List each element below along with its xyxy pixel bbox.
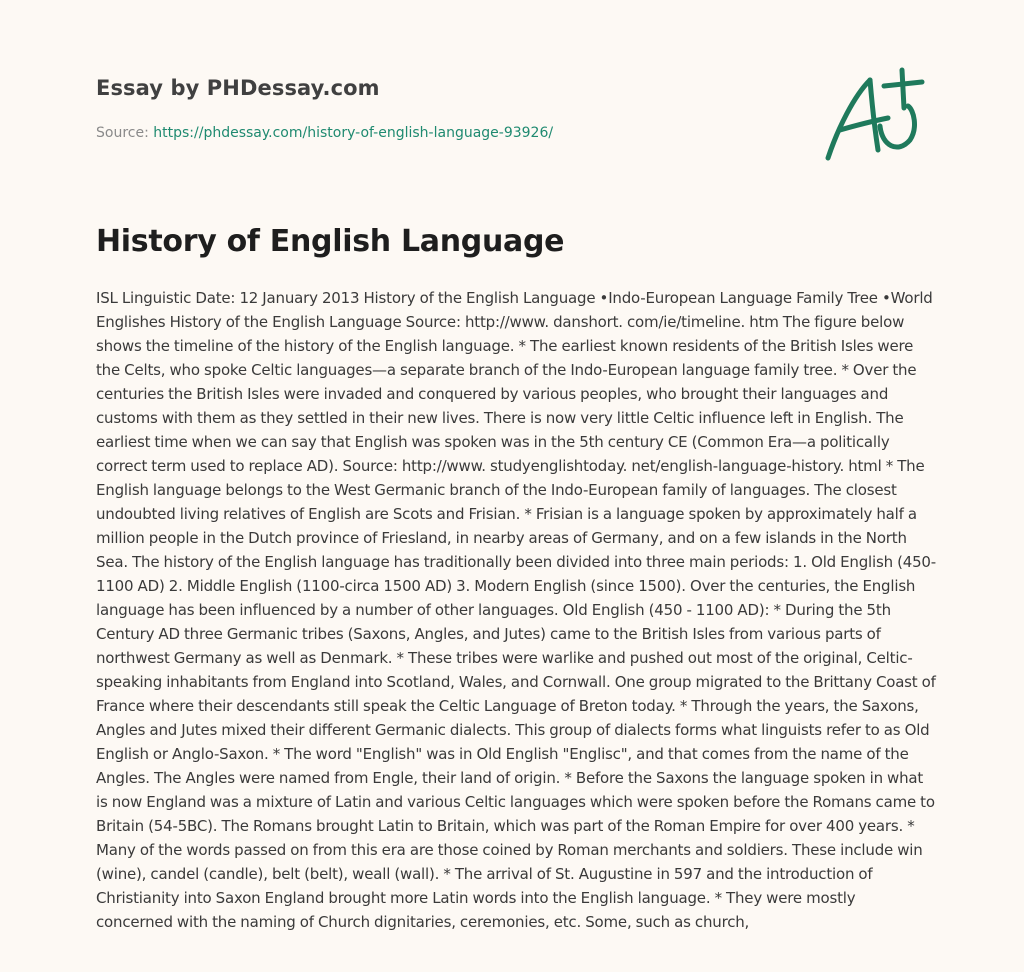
- a-plus-grade-icon: [818, 66, 930, 166]
- site-title: Essay by PHDessay.com: [96, 76, 380, 100]
- document-title: History of English Language: [96, 224, 565, 259]
- source-link[interactable]: https://phdessay.com/history-of-english-language-93926/: [153, 125, 554, 141]
- source-line: [96, 125, 553, 141]
- document-body: ISL Linguistic Date: 12 January 2013 History of the English Language •Indo-European Language Family Tree •World Englishes History of the English Language Source: http://www. danshort. com/ie/timeline. htm The figure below shows the timeline of the history of the English language. * The earliest known residents of the British Isles were the Celts, who spoke Celtic languages—a separate branch of the Indo-European language family tree. * Over the centuries the British Isles were invaded and conquered by various peoples, who brought their languages and customs with them as they settled in their new lives. There is now very little Celtic influence left in English. The earliest time when we can say that English was spoken was in the 5th century CE (Common Era—a politically correct term used to replace AD). Source: http://www. studyenglishtoday. net/english-language-history. html * The English language belongs to the West Germanic branch of the Indo-European family of languages. The closest undoubted living relatives of English are Scots and Frisian. * Frisian is a language spoken by approximately half a million people in the Dutch province of Friesland, in nearby areas of Germany, and on a few islands in the North Sea. The history of the English language has traditionally been divided into three main periods: 1. Old English (450-1100 AD) 2. Middle English (1100-circa 1500 AD) 3. Modern English (since 1500). Over the centuries, the English language has been influenced by a number of other languages. Old English (450 - 1100 AD): * During the 5th Century AD three Germanic tribes (Saxons, Angles, and Jutes) came to the British Isles from various parts of northwest Germany as well as Denmark. * These tribes were warlike and pushed out most of the original, Celtic-speaking inhabitants from England into Scotland, Wales, and Cornwall. One group migrated to the Brittany Coast of France where their descendants still speak the Celtic Language of Breton today. * Through the years, the Saxons, Angles and Jutes mixed their different Germanic dialects. This group of dialects forms what linguists refer to as Old English or Anglo-Saxon. * The word "English" was in Old English "Englisc", and that comes from the name of the Angles. The Angles were named from Engle, their land of origin. * Before the Saxons the language spoken in what is now England was a mixture of Latin and various Celtic languages which were spoken before the Romans came to Britain (54-5BC). The Romans brought Latin to Britain, which was part of the Roman Empire for over 400 years. * Many of the words passed on from this era are those coined by Roman merchants and soldiers. These include win (wine), candel (candle), belt (belt), weall (wall). * The arrival of St. Augustine in 597 and the introduction of Christianity into Saxon England brought more Latin words into the English language. * They were mostly concerned with the naming of Church dignitaries, ceremonies, etc. Some, such as church,: [96, 289, 936, 931]
- source-label: Source:: [96, 125, 154, 141]
